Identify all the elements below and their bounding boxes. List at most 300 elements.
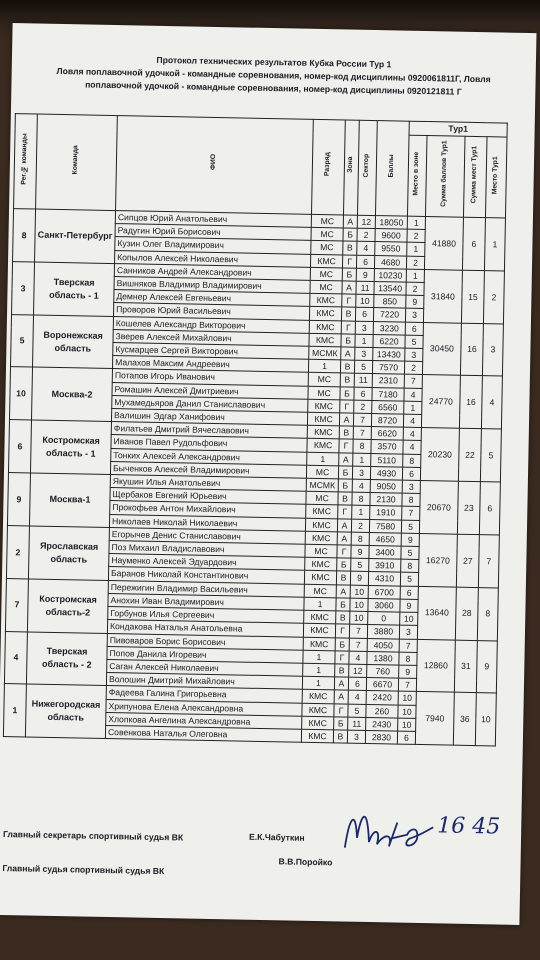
member-rank: КМС (302, 690, 334, 704)
team-name: Москва-1 (29, 473, 110, 527)
team-name: Воронежская область (33, 315, 114, 369)
team-sum-places: 15 (461, 270, 484, 323)
member-fio: Поз Михаил Владиславович (109, 541, 305, 558)
member-points: 9600 (375, 229, 407, 243)
member-points: 3400 (369, 546, 401, 560)
member-sector: 3 (355, 347, 373, 361)
member-place-zone: 4 (403, 414, 421, 428)
member-fio: Хрипунова Елена Александровна (106, 699, 302, 716)
member-points: 1910 (370, 506, 402, 520)
member-sector: 9 (350, 572, 368, 586)
member-sector: 3 (355, 321, 373, 335)
member-place-zone: 4 (403, 441, 421, 455)
team-place: 8 (477, 587, 498, 640)
member-place-zone: 1 (407, 216, 425, 230)
team-sum-points: 16270 (418, 533, 457, 587)
member-place-zone: 3 (402, 480, 420, 494)
member-fio: Проворов Юрий Васильевич (114, 303, 310, 320)
member-sector: 7 (353, 413, 371, 427)
member-points: 9550 (375, 242, 407, 256)
member-zone: В (341, 307, 355, 320)
member-place-zone: 10 (398, 718, 416, 732)
member-sector: 7 (353, 426, 371, 440)
team-name: Нижегородская область (25, 684, 106, 738)
team-reg-no: 10 (9, 367, 32, 420)
member-sector: 10 (350, 598, 368, 612)
member-place-zone: 8 (403, 454, 421, 468)
member-fio: Тонких Алексей Александрович (111, 448, 307, 465)
member-points: 18050 (375, 216, 407, 230)
member-rank: 1 (307, 452, 339, 466)
member-zone: Б (343, 228, 357, 241)
member-place-zone: 10 (398, 705, 416, 719)
member-fio: Щербаков Евгений Юрьевич (110, 488, 306, 505)
member-sector: 2 (357, 228, 375, 242)
team-sum-places: 16 (460, 323, 483, 376)
member-fio: Фадеева Галина Григорьевна (106, 686, 302, 703)
member-fio: Радугин Юрий Борисович (115, 224, 311, 241)
member-place-zone: 7 (404, 375, 422, 389)
member-zone: Б (337, 558, 351, 571)
team-name: Костромская область-2 (27, 579, 108, 633)
member-points: 6700 (368, 585, 400, 599)
member-sector: 11 (356, 281, 374, 295)
member-fio: Иванов Павел Рудольфович (111, 435, 307, 452)
member-rank: 1 (303, 663, 335, 677)
member-zone: Г (335, 624, 349, 637)
member-sector: 11 (348, 717, 366, 731)
col-sum-places: Сумма мест Тур1 (470, 145, 479, 204)
member-points: 7180 (372, 387, 404, 401)
member-zone: Б (334, 717, 348, 730)
member-zone: Г (334, 703, 348, 716)
member-rank: КМС (309, 320, 341, 334)
team-place: 1 (484, 218, 505, 271)
member-rank: МС (311, 214, 343, 228)
member-place-zone: 8 (402, 493, 420, 507)
member-points: 850 (374, 295, 406, 309)
member-zone: А (337, 519, 351, 532)
member-place-zone: 10 (398, 691, 416, 705)
member-sector: 2 (354, 400, 372, 414)
member-place-zone: 6 (400, 586, 418, 600)
member-rank: МС (304, 584, 336, 598)
member-points: 6560 (372, 400, 404, 414)
member-rank: КМС (307, 426, 339, 440)
member-fio: Малахов Максим Андреевич (112, 356, 308, 373)
member-rank: МС (311, 228, 343, 242)
member-points: 13430 (373, 348, 405, 362)
member-fio: Волошин Дмитрий Михайлович (106, 673, 302, 690)
member-rank: КМС (303, 637, 335, 651)
protocol-sheet (0, 23, 537, 925)
member-fio: Якушин Илья Анатольевич (110, 475, 306, 492)
handwritten-signature (336, 797, 447, 869)
col-place-zone: Место в зоне (412, 151, 421, 196)
team-sum-places: 31 (454, 640, 477, 693)
member-points: 4930 (370, 466, 402, 480)
member-place-zone: 6 (402, 467, 420, 481)
member-zone: Б (338, 466, 352, 479)
member-sector: 7 (349, 638, 367, 652)
team-name: Тверская область - 2 (26, 631, 107, 685)
member-points: 6220 (373, 334, 405, 348)
member-fio: Быченков Алексей Владимирович (110, 461, 306, 478)
member-sector: 7 (349, 624, 367, 638)
member-points: 2430 (366, 717, 398, 731)
member-fio: Валишин Эдгар Ханифович (111, 409, 307, 426)
doc-title: Протокол технических результатов Кубка России Тур 1 (156, 54, 392, 70)
member-zone: Б (341, 334, 355, 347)
member-place-zone: 8 (401, 559, 419, 573)
member-rank: МС (305, 544, 337, 558)
team-sum-places: 36 (453, 692, 476, 745)
member-points: 2130 (370, 493, 402, 507)
team-sum-points: 13640 (417, 586, 456, 640)
results-body (3, 209, 505, 746)
member-place-zone: 3 (405, 348, 423, 362)
col-tour1-group: Тур1 (409, 121, 507, 137)
member-sector: 5 (348, 704, 366, 718)
member-rank: МС (311, 241, 343, 255)
member-points: 7570 (372, 361, 404, 375)
member-fio: Горбунов Илья Сергеевич (108, 607, 304, 624)
member-zone: А (339, 413, 353, 426)
member-place-zone: 10 (400, 612, 418, 626)
member-rank: КМС (307, 439, 339, 453)
member-sector: 10 (350, 585, 368, 599)
handwritten-time: 16 45 (437, 813, 501, 840)
member-sector: 1 (353, 453, 371, 467)
member-sector: 10 (356, 294, 374, 308)
team-name: Ярославская область (28, 526, 109, 580)
member-rank: КМС (305, 518, 337, 532)
member-place-zone: 2 (407, 229, 425, 243)
secretary-title: Главный секретарь спортивный судья ВК (2, 829, 184, 843)
member-points: 1380 (367, 651, 399, 665)
member-rank: КМС (305, 531, 337, 545)
member-fio: Николаев Николай Николаевич (109, 514, 305, 531)
judge-name: В.В.Поройко (278, 856, 333, 868)
member-rank: КМС (305, 558, 337, 572)
member-rank: КМС (310, 254, 342, 268)
member-points: 3570 (371, 440, 403, 454)
team-sum-points: 12860 (416, 639, 455, 693)
member-points: 10230 (374, 268, 406, 282)
member-rank: КМС (309, 307, 341, 321)
member-rank: КМС (302, 716, 334, 730)
member-rank: МС (310, 280, 342, 294)
member-sector: 6 (348, 677, 366, 691)
col-sum-points: Сумма баллов Тур1 (440, 140, 449, 208)
member-fio: Пивоваров Борис Борисович (107, 633, 303, 650)
member-fio: Мухамедьяров Данил Станиславович (112, 395, 308, 412)
member-rank: КМС (304, 571, 336, 585)
member-fio: Попов Данила Игоревич (107, 646, 303, 663)
member-sector: 4 (349, 651, 367, 665)
member-sector: 12 (357, 215, 375, 229)
member-fio: Сипцов Юрий Анатольевич (115, 211, 311, 228)
member-rank: МС (306, 492, 338, 506)
member-zone: В (340, 373, 354, 386)
member-fio: Анохин Иван Владимирович (108, 593, 304, 610)
member-rank: КМС (309, 333, 341, 347)
member-sector: 8 (352, 492, 370, 506)
member-sector: 4 (357, 242, 375, 256)
member-place-zone: 1 (407, 243, 425, 257)
team-place: 6 (479, 482, 500, 535)
member-place-zone: 5 (401, 546, 419, 560)
team-place: 9 (476, 640, 497, 693)
judge-title: Главный судья спортивный судья ВК (2, 863, 165, 877)
member-sector: 10 (350, 611, 368, 625)
member-rank: МС (308, 386, 340, 400)
member-zone: В (339, 426, 353, 439)
team-sum-places: 28 (455, 587, 478, 640)
member-fio: Копылов Алексей Николаевич (115, 250, 311, 267)
member-zone: А (336, 585, 350, 598)
member-rank: МС (308, 373, 340, 387)
member-fio: Баранов Николай Константинович (108, 567, 304, 584)
member-zone: Г (338, 505, 352, 518)
member-zone: А (343, 215, 357, 228)
member-points: 0 (368, 612, 400, 626)
member-points: 3880 (367, 625, 399, 639)
member-zone: А (337, 532, 351, 545)
team-place: 4 (481, 376, 502, 429)
member-zone: Г (341, 321, 355, 334)
member-fio: Прокофьев Антон Михайлович (110, 501, 306, 518)
col-team: Команда (72, 145, 80, 175)
member-rank: КМС (304, 610, 336, 624)
team-reg-no: 2 (6, 525, 29, 578)
member-fio: Совенкова Наталья Олеговна (105, 725, 301, 742)
team-name: Костромская область - 1 (30, 420, 111, 474)
member-fio: Вишняков Владимир Владимирович (114, 277, 310, 294)
member-rank: 1 (302, 676, 334, 690)
member-fio: Кондакова Наталья Анатольевна (107, 620, 303, 637)
member-points: 4310 (368, 572, 400, 586)
member-place-zone: 9 (406, 295, 424, 309)
team-reg-no: 7 (5, 578, 28, 631)
doc-subtitle-line1: Ловля поплавочной удочкой - командные соревнования, номер-код дисциплины 0920061811Г, Ловля (56, 65, 491, 85)
member-zone: Б (335, 637, 349, 650)
member-place-zone: 1 (406, 269, 424, 283)
member-zone: Г (335, 651, 349, 664)
member-rank: КМС (301, 729, 333, 743)
member-rank: МС (306, 465, 338, 479)
member-zone: Б (340, 387, 354, 400)
results-table (3, 113, 508, 746)
member-sector: 11 (354, 374, 372, 388)
team-sum-places: 16 (459, 376, 482, 429)
team-place: 3 (482, 323, 503, 376)
team-sum-points: 24770 (421, 375, 460, 429)
member-zone: В (343, 241, 357, 254)
member-place-zone: 7 (402, 507, 420, 521)
col-rank: Разряд (324, 152, 332, 177)
member-rank: МС (310, 267, 342, 281)
member-fio: Саган Алексей Николаевич (107, 659, 303, 676)
team-sum-places: 23 (457, 481, 480, 534)
col-reg-no: Рег.№ команды (20, 132, 29, 185)
member-place-zone: 4 (404, 388, 422, 402)
member-sector: 3 (347, 730, 365, 744)
member-place-zone: 9 (401, 533, 419, 547)
member-place-zone: 1 (404, 401, 422, 415)
member-points: 4680 (374, 255, 406, 269)
member-sector: 8 (353, 440, 371, 454)
member-points: 2420 (366, 691, 398, 705)
member-fio: Хлопкова Ангелина Александровна (106, 712, 302, 729)
member-points: 3910 (369, 559, 401, 573)
member-sector: 1 (355, 334, 373, 348)
team-name: Тверская область - 1 (34, 262, 115, 316)
member-zone: Г (342, 255, 356, 268)
member-place-zone: 2 (406, 256, 424, 270)
team-reg-no: 6 (8, 420, 31, 473)
member-zone: А (339, 453, 353, 466)
member-place-zone: 2 (406, 282, 424, 296)
member-points: 4650 (369, 532, 401, 546)
member-rank: КМС (310, 294, 342, 308)
team-reg-no: 3 (12, 261, 35, 314)
member-sector: 9 (351, 545, 369, 559)
member-sector: 4 (352, 479, 370, 493)
secretary-name: Е.К.Чабуткин (248, 831, 305, 843)
member-sector: 9 (356, 268, 374, 282)
team-reg-no: 1 (3, 684, 26, 737)
col-points: Баллы (388, 154, 396, 178)
member-sector: 6 (354, 387, 372, 401)
member-place-zone: 5 (405, 335, 423, 349)
member-fio: Кусмарцев Сергей Викторович (113, 343, 309, 360)
member-place-zone: 3 (399, 625, 417, 639)
member-rank: КМС (302, 703, 334, 717)
member-zone: Б (342, 268, 356, 281)
member-fio: Егорычев Денис Станиславович (109, 527, 305, 544)
member-points: 5110 (371, 453, 403, 467)
member-points: 7220 (373, 308, 405, 322)
team-place: 10 (475, 693, 496, 746)
member-rank: 1 (308, 360, 340, 374)
member-sector: 6 (356, 255, 374, 269)
member-place-zone: 5 (401, 520, 419, 534)
member-zone: В (336, 571, 350, 584)
col-sector: Сектор (363, 153, 371, 178)
member-place-zone: 4 (403, 427, 421, 441)
team-sum-points: 30450 (422, 322, 461, 376)
member-fio: Кошелев Александр Викторович (113, 316, 309, 333)
team-sum-points: 41880 (424, 217, 463, 271)
team-place: 7 (478, 534, 499, 587)
member-place-zone: 6 (397, 731, 415, 745)
member-fio: Филатьев Дмитрий Вячеславович (111, 422, 307, 439)
member-sector: 12 (349, 664, 367, 678)
member-zone: Б (338, 479, 352, 492)
doc-subtitle-line2: поплавочной удочкой - командные соревнования, номер-код дисциплины 0920121811 Г (85, 79, 462, 97)
team-name: Москва-2 (31, 367, 112, 421)
member-zone: А (341, 347, 355, 360)
team-reg-no: 8 (13, 209, 36, 262)
team-reg-no: 4 (4, 631, 27, 684)
team-sum-points: 20670 (419, 481, 458, 535)
member-place-zone: 7 (399, 639, 417, 653)
member-points: 2830 (365, 730, 397, 744)
member-points: 6670 (366, 678, 398, 692)
col-place: Место Тур1 (491, 155, 500, 194)
member-points: 13540 (374, 282, 406, 296)
member-rank: КМС (308, 399, 340, 413)
team-reg-no: 9 (7, 473, 30, 526)
member-rank: МСМК (306, 478, 338, 492)
member-zone: А (334, 677, 348, 690)
member-sector: 4 (348, 690, 366, 704)
col-zone: Зона (347, 156, 355, 174)
member-sector: 1 (352, 506, 370, 520)
member-fio: Санников Андрей Александрович (114, 263, 310, 280)
team-place: 2 (483, 270, 504, 323)
team-sum-points: 20230 (420, 428, 459, 482)
member-zone: Г (339, 439, 353, 452)
team-sum-points: 7940 (415, 692, 454, 746)
member-points: 2310 (372, 374, 404, 388)
member-fio: Потапов Игорь Иванович (112, 369, 308, 386)
member-fio: Ромашин Алексей Дмитриевич (112, 382, 308, 399)
team-place: 5 (480, 429, 501, 482)
col-fio: ФИО (210, 154, 218, 171)
member-points: 3230 (373, 321, 405, 335)
member-fio: Кузин Олег Владимирович (115, 237, 311, 254)
member-zone: В (333, 730, 347, 743)
member-zone: В (338, 492, 352, 505)
team-sum-places: 6 (462, 217, 485, 270)
member-zone: Б (336, 598, 350, 611)
member-zone: А (342, 281, 356, 294)
member-sector: 8 (351, 532, 369, 546)
member-place-zone: 6 (405, 322, 423, 336)
member-zone: Г (342, 294, 356, 307)
member-zone: В (340, 360, 354, 373)
member-points: 6620 (371, 427, 403, 441)
member-fio: Пережигин Владимир Васильевич (108, 580, 304, 597)
member-fio: Демнер Алексей Евгеньевич (114, 290, 310, 307)
member-fio: Науменко Алексей Эдуардович (109, 554, 305, 571)
member-rank: 1 (304, 597, 336, 611)
member-zone: В (336, 611, 350, 624)
member-points: 4050 (367, 638, 399, 652)
member-place-zone: 2 (404, 361, 422, 375)
member-place-zone: 7 (398, 678, 416, 692)
member-zone: В (335, 664, 349, 677)
team-name: Санкт-Петербург (35, 209, 116, 263)
member-sector: 6 (355, 308, 373, 322)
member-rank: МСМК (309, 346, 341, 360)
member-points: 760 (367, 664, 399, 678)
member-place-zone: 9 (400, 599, 418, 613)
team-sum-places: 22 (458, 428, 481, 481)
team-sum-places: 27 (456, 534, 479, 587)
member-place-zone: 9 (399, 665, 417, 679)
member-place-zone: 8 (399, 652, 417, 666)
member-rank: 1 (303, 650, 335, 664)
member-place-zone: 5 (400, 573, 418, 587)
member-points: 8720 (371, 414, 403, 428)
member-points: 260 (366, 704, 398, 718)
member-zone: Г (340, 400, 354, 413)
member-sector: 5 (354, 360, 372, 374)
member-sector: 5 (351, 558, 369, 572)
